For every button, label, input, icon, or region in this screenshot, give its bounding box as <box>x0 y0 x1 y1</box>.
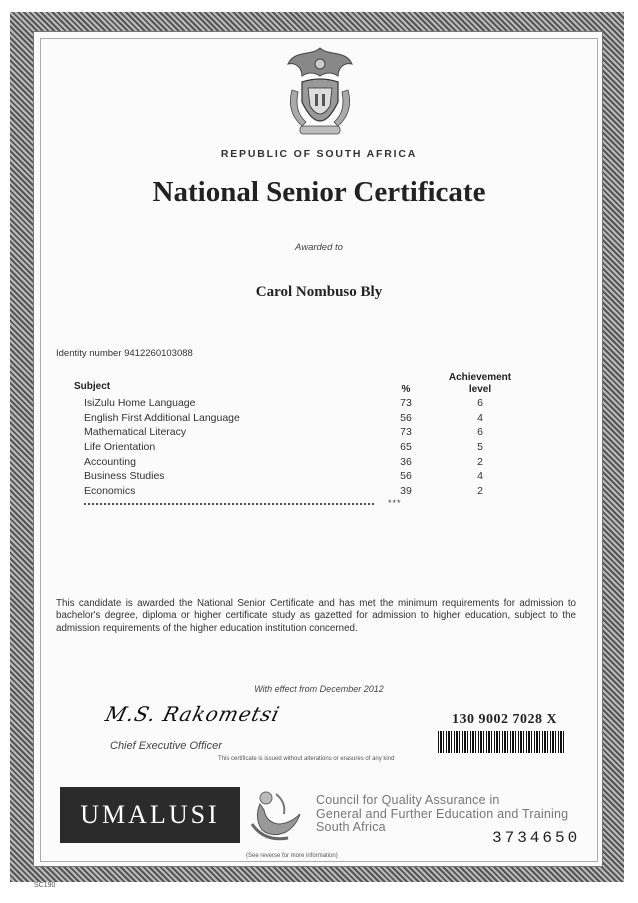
council-name: Council for Quality Assurance in General and Further Education and Training South Africa <box>316 793 569 834</box>
certificate-statement: This candidate is awarded the National Senior Certificate and has met the minimum requirements for admission to bachelor's degree, diploma or higher certificate study as gazetted for admission to higher education, subject to the admission requirements of the higher education institution concerned. <box>56 598 576 634</box>
table-row <box>0 397 638 412</box>
subject-level: 4 <box>477 411 483 424</box>
achievement-level-header: Achievement level <box>448 372 512 395</box>
subject-percent: 39 <box>400 485 412 498</box>
results-table <box>0 397 638 500</box>
certificate-number: 3734650 <box>492 829 581 847</box>
table-row <box>0 485 638 500</box>
effective-date: With effect from December 2012 <box>254 684 384 694</box>
identity-number: Identity number 9412260103088 <box>56 348 193 359</box>
subject-level: 2 <box>477 455 483 468</box>
umalusi-emblem-icon <box>246 784 306 844</box>
subject-percent: 36 <box>400 455 412 468</box>
results-end-marker: *** <box>388 498 402 508</box>
subject-name: Mathematical Literacy <box>84 426 187 439</box>
subject-name: Life Orientation <box>84 441 156 454</box>
candidate-name: Carol Nombuso Bly <box>255 284 383 300</box>
table-row <box>0 456 638 471</box>
coat-of-arms-icon <box>282 42 358 142</box>
umalusi-logo: UMALUSI <box>60 787 240 843</box>
subject-header: Subject <box>74 381 111 392</box>
subject-percent: 73 <box>400 397 412 409</box>
barcode <box>438 731 566 753</box>
subject-level: 4 <box>477 470 483 483</box>
subject-percent: 73 <box>400 426 412 439</box>
ceo-signature: M.S. Rakometsi <box>103 702 283 726</box>
form-code: SC190 <box>34 882 56 889</box>
see-reverse-note: (See reverse for more information) <box>246 853 338 859</box>
republic-heading: REPUBLIC OF SOUTH AFRICA <box>220 148 418 160</box>
signatory-title: Chief Executive Officer <box>110 740 222 752</box>
subject-name: Economics <box>84 485 136 498</box>
subject-percent: 56 <box>400 470 412 483</box>
subject-level: 6 <box>477 397 483 409</box>
awarded-to-label: Awarded to <box>295 242 343 253</box>
alteration-note: This certificate is issued without alterations or erasures of any kind <box>218 756 395 762</box>
subject-name: Accounting <box>84 455 136 468</box>
subject-percent: 65 <box>400 441 412 454</box>
subject-level: 6 <box>477 426 483 439</box>
table-row <box>0 426 638 441</box>
subject-percent: 56 <box>400 411 412 424</box>
subject-name: IsiZulu Home Language <box>84 397 196 409</box>
percent-header: % <box>401 384 411 395</box>
subject-name: Business Studies <box>84 470 165 483</box>
results-end-line <box>84 503 374 505</box>
table-row <box>0 470 638 485</box>
serial-number: 130 9002 7028 X <box>452 712 558 727</box>
subject-level: 5 <box>477 441 483 454</box>
subject-name: English First Additional Language <box>84 411 240 424</box>
certificate-title: National Senior Certificate <box>152 176 486 208</box>
subject-level: 2 <box>477 485 483 498</box>
table-row <box>0 412 638 427</box>
table-row <box>0 441 638 456</box>
